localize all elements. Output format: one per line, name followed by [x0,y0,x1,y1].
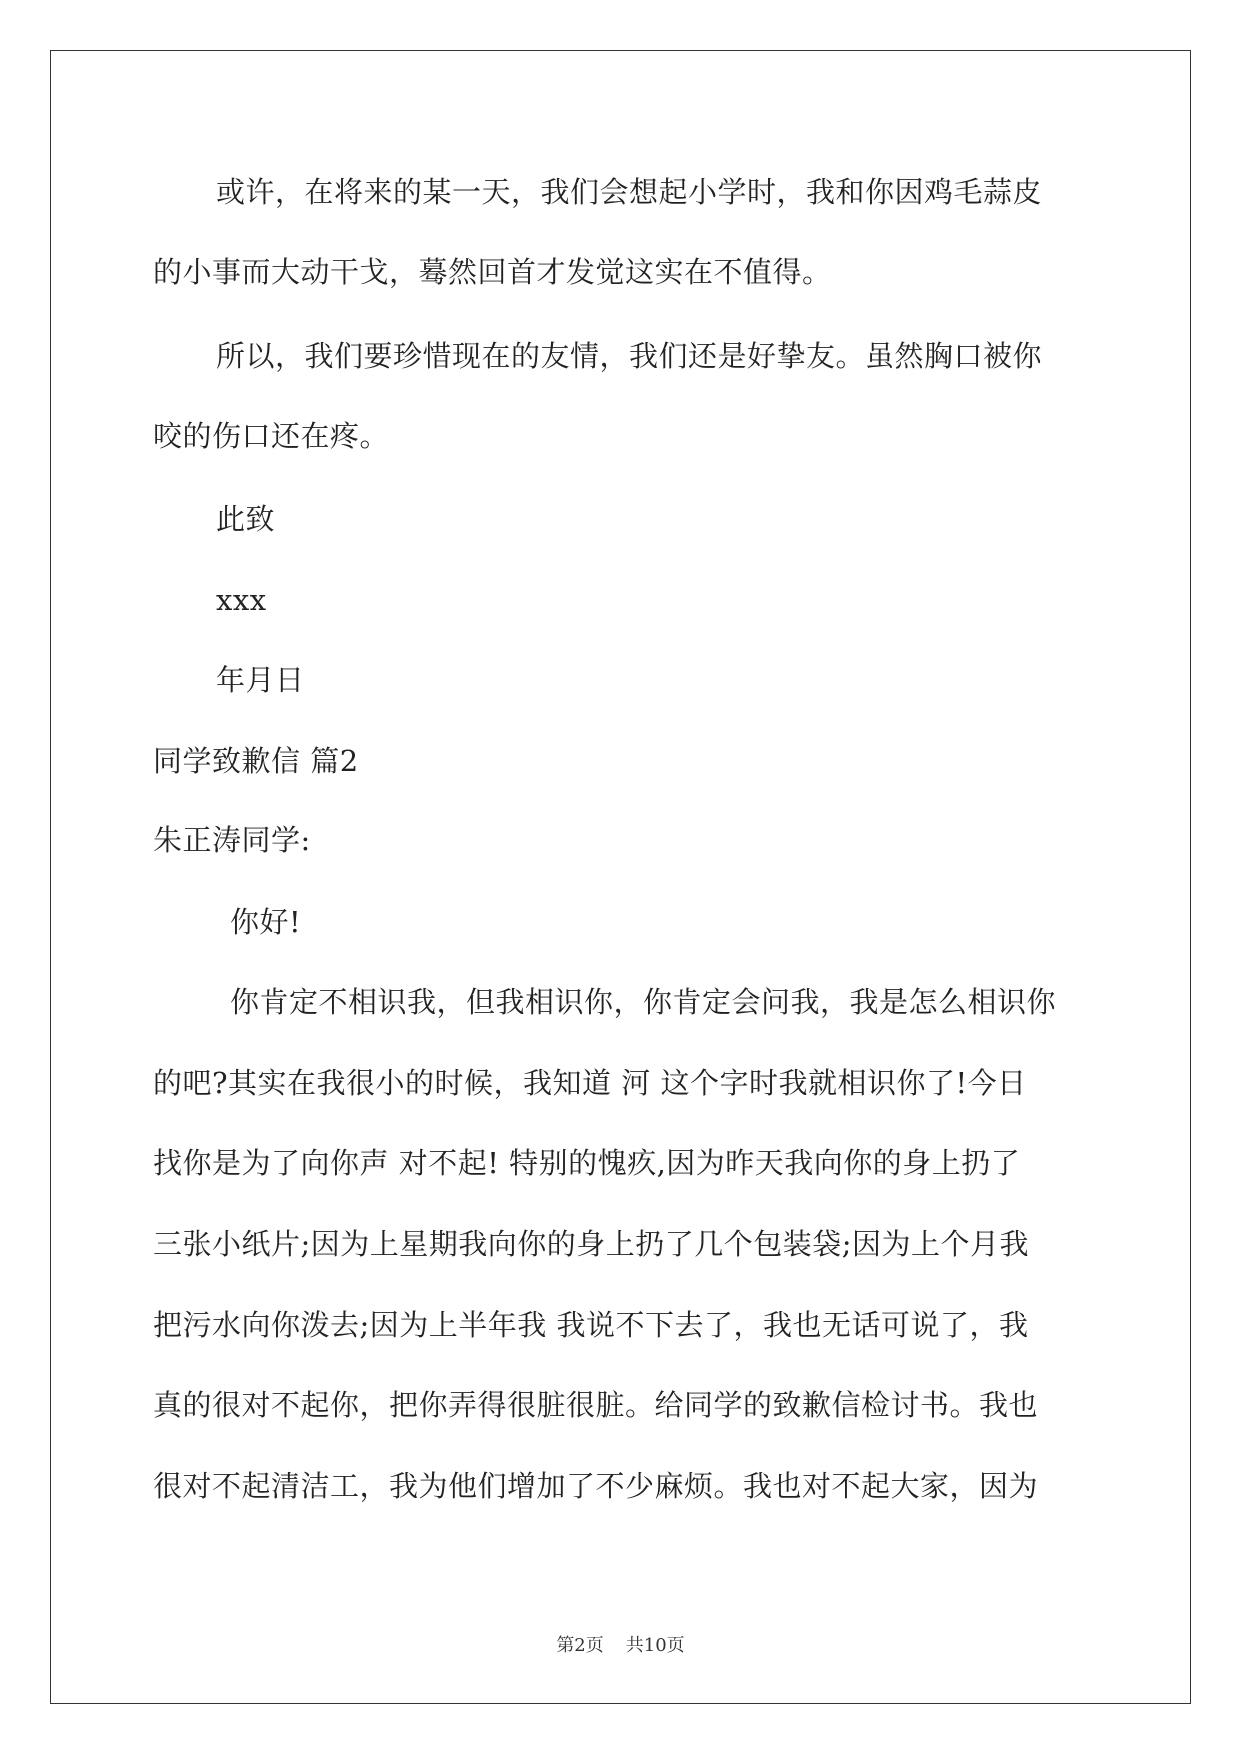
recipient-line: 朱正涛同学: [153,823,311,857]
paragraph-line: 三张小纸片;因为上星期我向你的身上扔了几个包装袋;因为上个月我 [153,1227,1030,1261]
paragraph-line: 咬的伤口还在疼。 [153,419,390,453]
section-heading: 同学致歉信 篇2 [153,744,359,778]
page-border [50,50,1191,1704]
paragraph-line: 找你是为了向你声 对不起! 特别的愧疚,因为昨天我向你的身上扔了 [153,1146,1021,1180]
paragraph-line: 所以，我们要珍惜现在的友情，我们还是好挚友。虽然胸口被你 [216,339,1043,373]
page-number: 第2页 [556,1635,604,1656]
greeting-line: 你好! [230,905,302,939]
page-footer [0,1634,1241,1658]
signature: xxx [216,583,267,617]
paragraph-line: 真的很对不起你，把你弄得很脏很脏。给同学的致歉信检讨书。我也 [153,1388,1039,1422]
paragraph-line: 很对不起清洁工，我为他们增加了不少麻烦。我也对不起大家，因为 [153,1469,1039,1503]
paragraph-line: 的吧?其实在我很小的时候，我知道 河 这个字时我就相识你了!今日 [153,1066,1027,1100]
date-line: 年月日 [216,663,305,697]
closing-salutation: 此致 [216,502,276,536]
paragraph-line: 把污水向你泼去;因为上半年我 我说不下去了，我也无话可说了，我 [153,1308,1029,1342]
paragraph-line: 你肯定不相识我，但我相识你，你肯定会问我，我是怎么相识你 [230,985,1057,1019]
paragraph-line: 或许，在将来的某一天，我们会想起小学时，我和你因鸡毛蒜皮 [216,175,1043,209]
page-total: 共10页 [625,1635,685,1656]
paragraph-line: 的小事而大动干戈，蓦然回首才发觉这实在不值得。 [153,255,832,289]
